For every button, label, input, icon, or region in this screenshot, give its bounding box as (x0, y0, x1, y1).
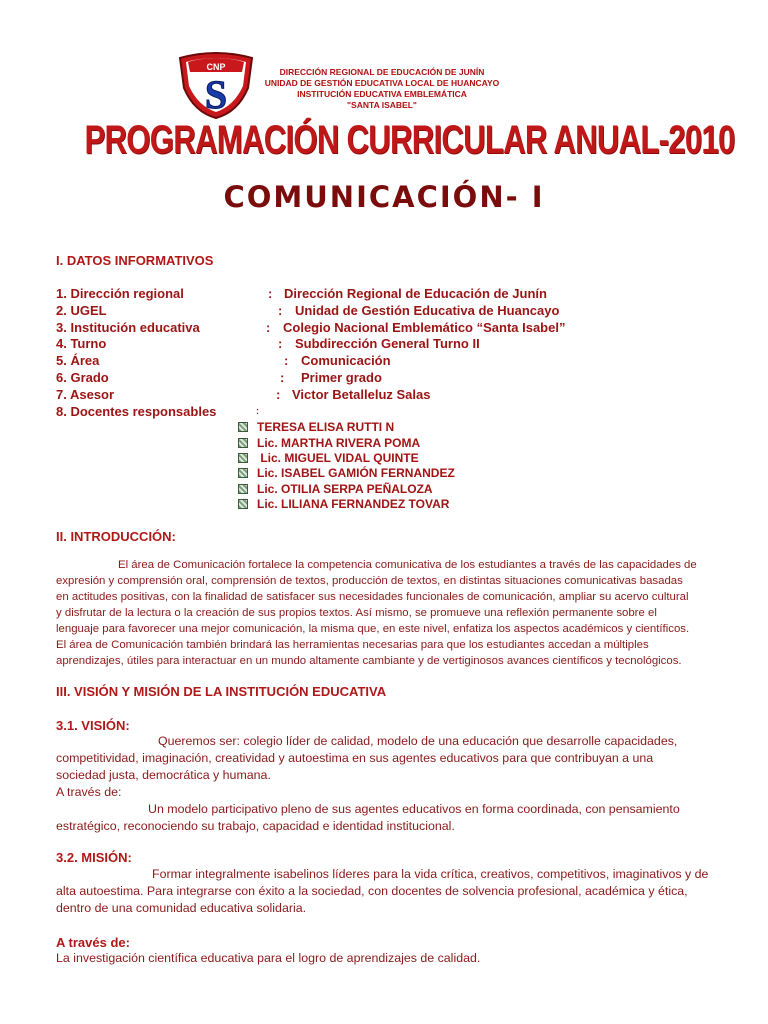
teacher-item (238, 466, 455, 481)
dato-separator: : (266, 320, 271, 335)
bullet-icon (238, 499, 248, 509)
vision-line: competitividad, imaginación, creatividad y autoestima en sus agentes educativos para que contribuyan a una (56, 751, 654, 765)
header-line-3: INSTITUCIÓN EDUCATIVA EMBLEMÁTICA (297, 89, 467, 99)
mision-a-traves-title: A través de: (56, 935, 130, 950)
bullet-icon (238, 438, 248, 448)
section-datos-title: I. DATOS INFORMATIVOS (56, 253, 214, 268)
teacher-item (238, 497, 449, 512)
dato-value: Primer grado (301, 370, 382, 385)
vision-line: Queremos ser: colegio líder de calidad, modelo de una educación que desarrolle capacidades, (158, 734, 678, 748)
mision-title: 3.2. MISIÓN: (56, 850, 132, 865)
bullet-icon (238, 468, 248, 478)
section-vision-mision-title: III. VISIÓN Y MISIÓN DE LA INSTITUCIÓN EDUCATIVA (56, 684, 387, 699)
vision-title: 3.1. VISIÓN: (56, 718, 130, 733)
school-shield-logo (176, 52, 256, 120)
mision-line: dentro de una comunidad educativa solidaria. (56, 901, 307, 915)
section-intro-title: II. INTRODUCCIÓN: (56, 529, 176, 544)
bullet-icon (238, 422, 248, 432)
vision-a-traves: A través de: (56, 785, 122, 799)
intro-line: y disfrutar de la lectura o la creación de sus propios textos. Así mismo, se promueve una reflexión permanente sobre el (56, 607, 657, 619)
teacher-item (238, 420, 394, 435)
dato-value: Colegio Nacional Emblemático “Santa Isabel” (283, 320, 566, 335)
header-line-1: DIRECCIÓN REGIONAL DE EDUCACIÓN DE JUNÍN (279, 67, 485, 77)
intro-line: en actitudes positivas, con la finalidad de satisfacer sus necesidades funcionales de comunicación, ampliar su acervo cultural (56, 591, 689, 603)
teacher-item (238, 436, 420, 451)
vision-model-line: estratégico, reconociendo su trabajo, capacidad e identidad institucional. (56, 819, 455, 833)
dato-label: 3. Institución educativa (56, 320, 200, 335)
dato-separator: : (276, 387, 281, 402)
intro-line: aprendizajes, útiles para interactuar en un mundo altamente cambiante y de vertiginosos avances científicos y tecnológicos. (56, 655, 682, 667)
dato-separator: : (280, 370, 285, 385)
mision-paragraph (56, 866, 708, 917)
dato-label: 2. UGEL (56, 303, 107, 318)
vision-model-line: Un modelo participativo pleno de sus agentes educativos en forma coordinada, con pensamiento (148, 802, 680, 816)
dato-value: Dirección Regional de Educación de Junín (284, 286, 547, 301)
dato-separator: : (284, 353, 289, 368)
dato-separator: : (278, 303, 283, 318)
dato-value: Comunicación (301, 353, 391, 368)
intro-line: expresión y comprensión oral, comprensión de textos, producción de textos, en distintas situaciones comunicativas basadas (56, 575, 683, 587)
mision-line: Formar integralmente isabelinos líderes para la vida crítica, creativos, competitivos, imaginativos y de (152, 867, 709, 881)
bullet-icon (238, 453, 248, 463)
dato-label: 7. Asesor (56, 387, 115, 402)
dato-value: Victor Betalleluz Salas (292, 387, 431, 402)
teacher-name: Lic. MARTHA RIVERA POMA (257, 436, 421, 450)
dato-label: 8. Docentes responsables (56, 404, 217, 419)
dato-label: 6. Grado (56, 370, 109, 385)
bullet-icon (238, 484, 248, 494)
teacher-name: Lic. MIGUEL VIDAL QUINTE (257, 451, 419, 465)
header-line-4: "SANTA ISABEL" (347, 100, 417, 110)
dato-separator: : (256, 406, 259, 416)
logo-symbol: S (204, 72, 228, 117)
teacher-item (238, 451, 419, 466)
intro-line: El área de Comunicación fortalece la competencia comunicativa de los estudiantes a través de las capacidades de (118, 559, 697, 571)
subject-title: COMUNICACIÓN- I (223, 180, 545, 214)
vision-line: sociedad justa, democrática y humana. (56, 768, 271, 782)
intro-paragraph (56, 557, 708, 669)
teacher-name: Lic. OTILIA SERPA PEÑALOZA (257, 482, 433, 496)
mision-line: alta autoestima. Para integrarse con éxito a la sociedad, con docentes de solvencia profesional, académica y ética, (56, 884, 688, 898)
logo-letters: CNP (206, 62, 226, 72)
dato-value: Unidad de Gestión Educativa de Huancayo (295, 303, 560, 318)
dato-label: 1. Dirección regional (56, 286, 184, 301)
teacher-name: Lic. LILIANA FERNANDEZ TOVAR (257, 497, 450, 511)
teacher-name: Lic. ISABEL GAMIÓN FERNANDEZ (257, 466, 455, 480)
dato-value: Subdirección General Turno II (295, 336, 480, 351)
teacher-item (238, 482, 433, 497)
dato-separator: : (268, 286, 273, 301)
vision-paragraph (56, 733, 708, 835)
teacher-name: TERESA ELISA RUTTI N (257, 420, 395, 434)
intro-line: El área de Comunicación también brindará las herramientas necesarias para que los estudiantes accedan a múltiples (56, 639, 649, 651)
dato-label: 4. Turno (56, 336, 107, 351)
page-title: PROGRAMACIÓN CURRICULAR ANUAL-2010 (84, 118, 735, 162)
mision-last-line: La investigación científica educativa para el logro de aprendizajes de calidad. (56, 951, 481, 965)
intro-line: lenguaje para favorecer una mejor comunicación, la misma que, en este nivel, enfatiza los aspectos académicos y científicos. (56, 623, 690, 635)
header-line-2: UNIDAD DE GESTIÓN EDUCATIVA LOCAL DE HUANCAYO (264, 78, 500, 88)
dato-label: 5. Área (56, 353, 100, 368)
dato-separator: : (278, 336, 283, 351)
